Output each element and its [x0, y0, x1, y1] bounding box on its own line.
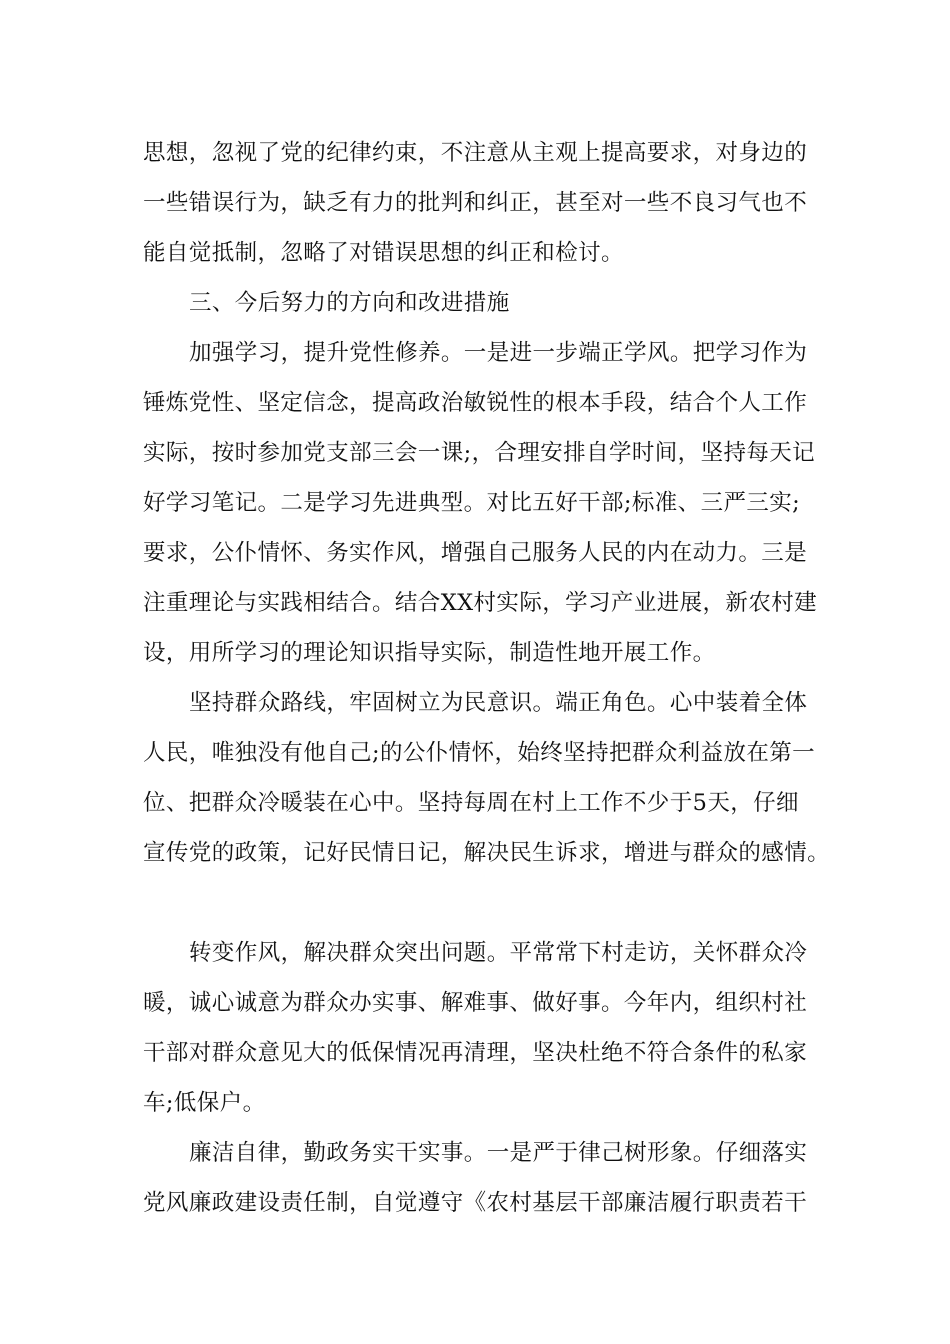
blank-line [143, 878, 808, 928]
text-line: 干部对群众意见大的低保情况再清理，坚决杜绝不符合条件的私家 [143, 1040, 808, 1066]
text-line: 转变作风，解决群众突出问题。平常常下村走访，关怀群众冷 [189, 940, 808, 966]
document-body [143, 128, 831, 1228]
text-line: 廉洁自律，勤政务实干实事。一是严于律己树形象。仔细落实 [189, 1140, 808, 1166]
text-line: 宣传党的政策，记好民情日记，解决民生诉求，增进与群众的感情。 [143, 840, 831, 866]
text-line: 要求，公仆情怀、务实作风，增强自己服务人民的内在动力。三是 [143, 540, 808, 566]
text-line: 思想，忽视了党的纪律约束，不注意从主观上提高要求，对身边的 [143, 140, 808, 166]
text-line: 好学习笔记。二是学习先进典型。对比五好干部;标准、三严三实; [143, 490, 801, 516]
text-line: 人民，唯独没有他自己;的公仆情怀，始终坚持把群众利益放在第一 [143, 740, 816, 766]
text-line: 加强学习，提升党性修养。一是进一步端正学风。把学习作为 [189, 340, 808, 366]
text-line: 暖，诚心诚意为群众办实事、解难事、做好事。今年内，组织村社 [143, 990, 808, 1016]
text-line: 党风廉政建设责任制，自觉遵守《农村基层干部廉洁履行职责若干 [143, 1190, 808, 1216]
text-line: 注重理论与实践相结合。结合XX村实际，学习产业进展，新农村建 [143, 590, 818, 616]
text-line: 设，用所学习的理论知识指导实际，制造性地开展工作。 [143, 640, 716, 666]
text-line: 坚持群众路线，牢固树立为民意识。端正角色。心中装着全体 [189, 690, 808, 716]
text-line: 位、把群众冷暖装在心中。坚持每周在村上工作不少于5天，仔细 [143, 790, 799, 816]
text-line: 一些错误行为，缺乏有力的批判和纠正，甚至对一些不良习气也不 [143, 190, 808, 216]
text-line: 实际，按时参加党支部三会一课;，合理安排自学时间，坚持每天记 [143, 440, 816, 466]
text-line: 锤炼党性、坚定信念，提高政治敏锐性的根本手段，结合个人工作 [143, 390, 808, 416]
section-heading: 三、今后努力的方向和改进措施 [189, 290, 510, 316]
text-line: 车;低保户。 [143, 1090, 266, 1116]
text-line: 能自觉抵制，忽略了对错误思想的纠正和检讨。 [143, 240, 624, 266]
